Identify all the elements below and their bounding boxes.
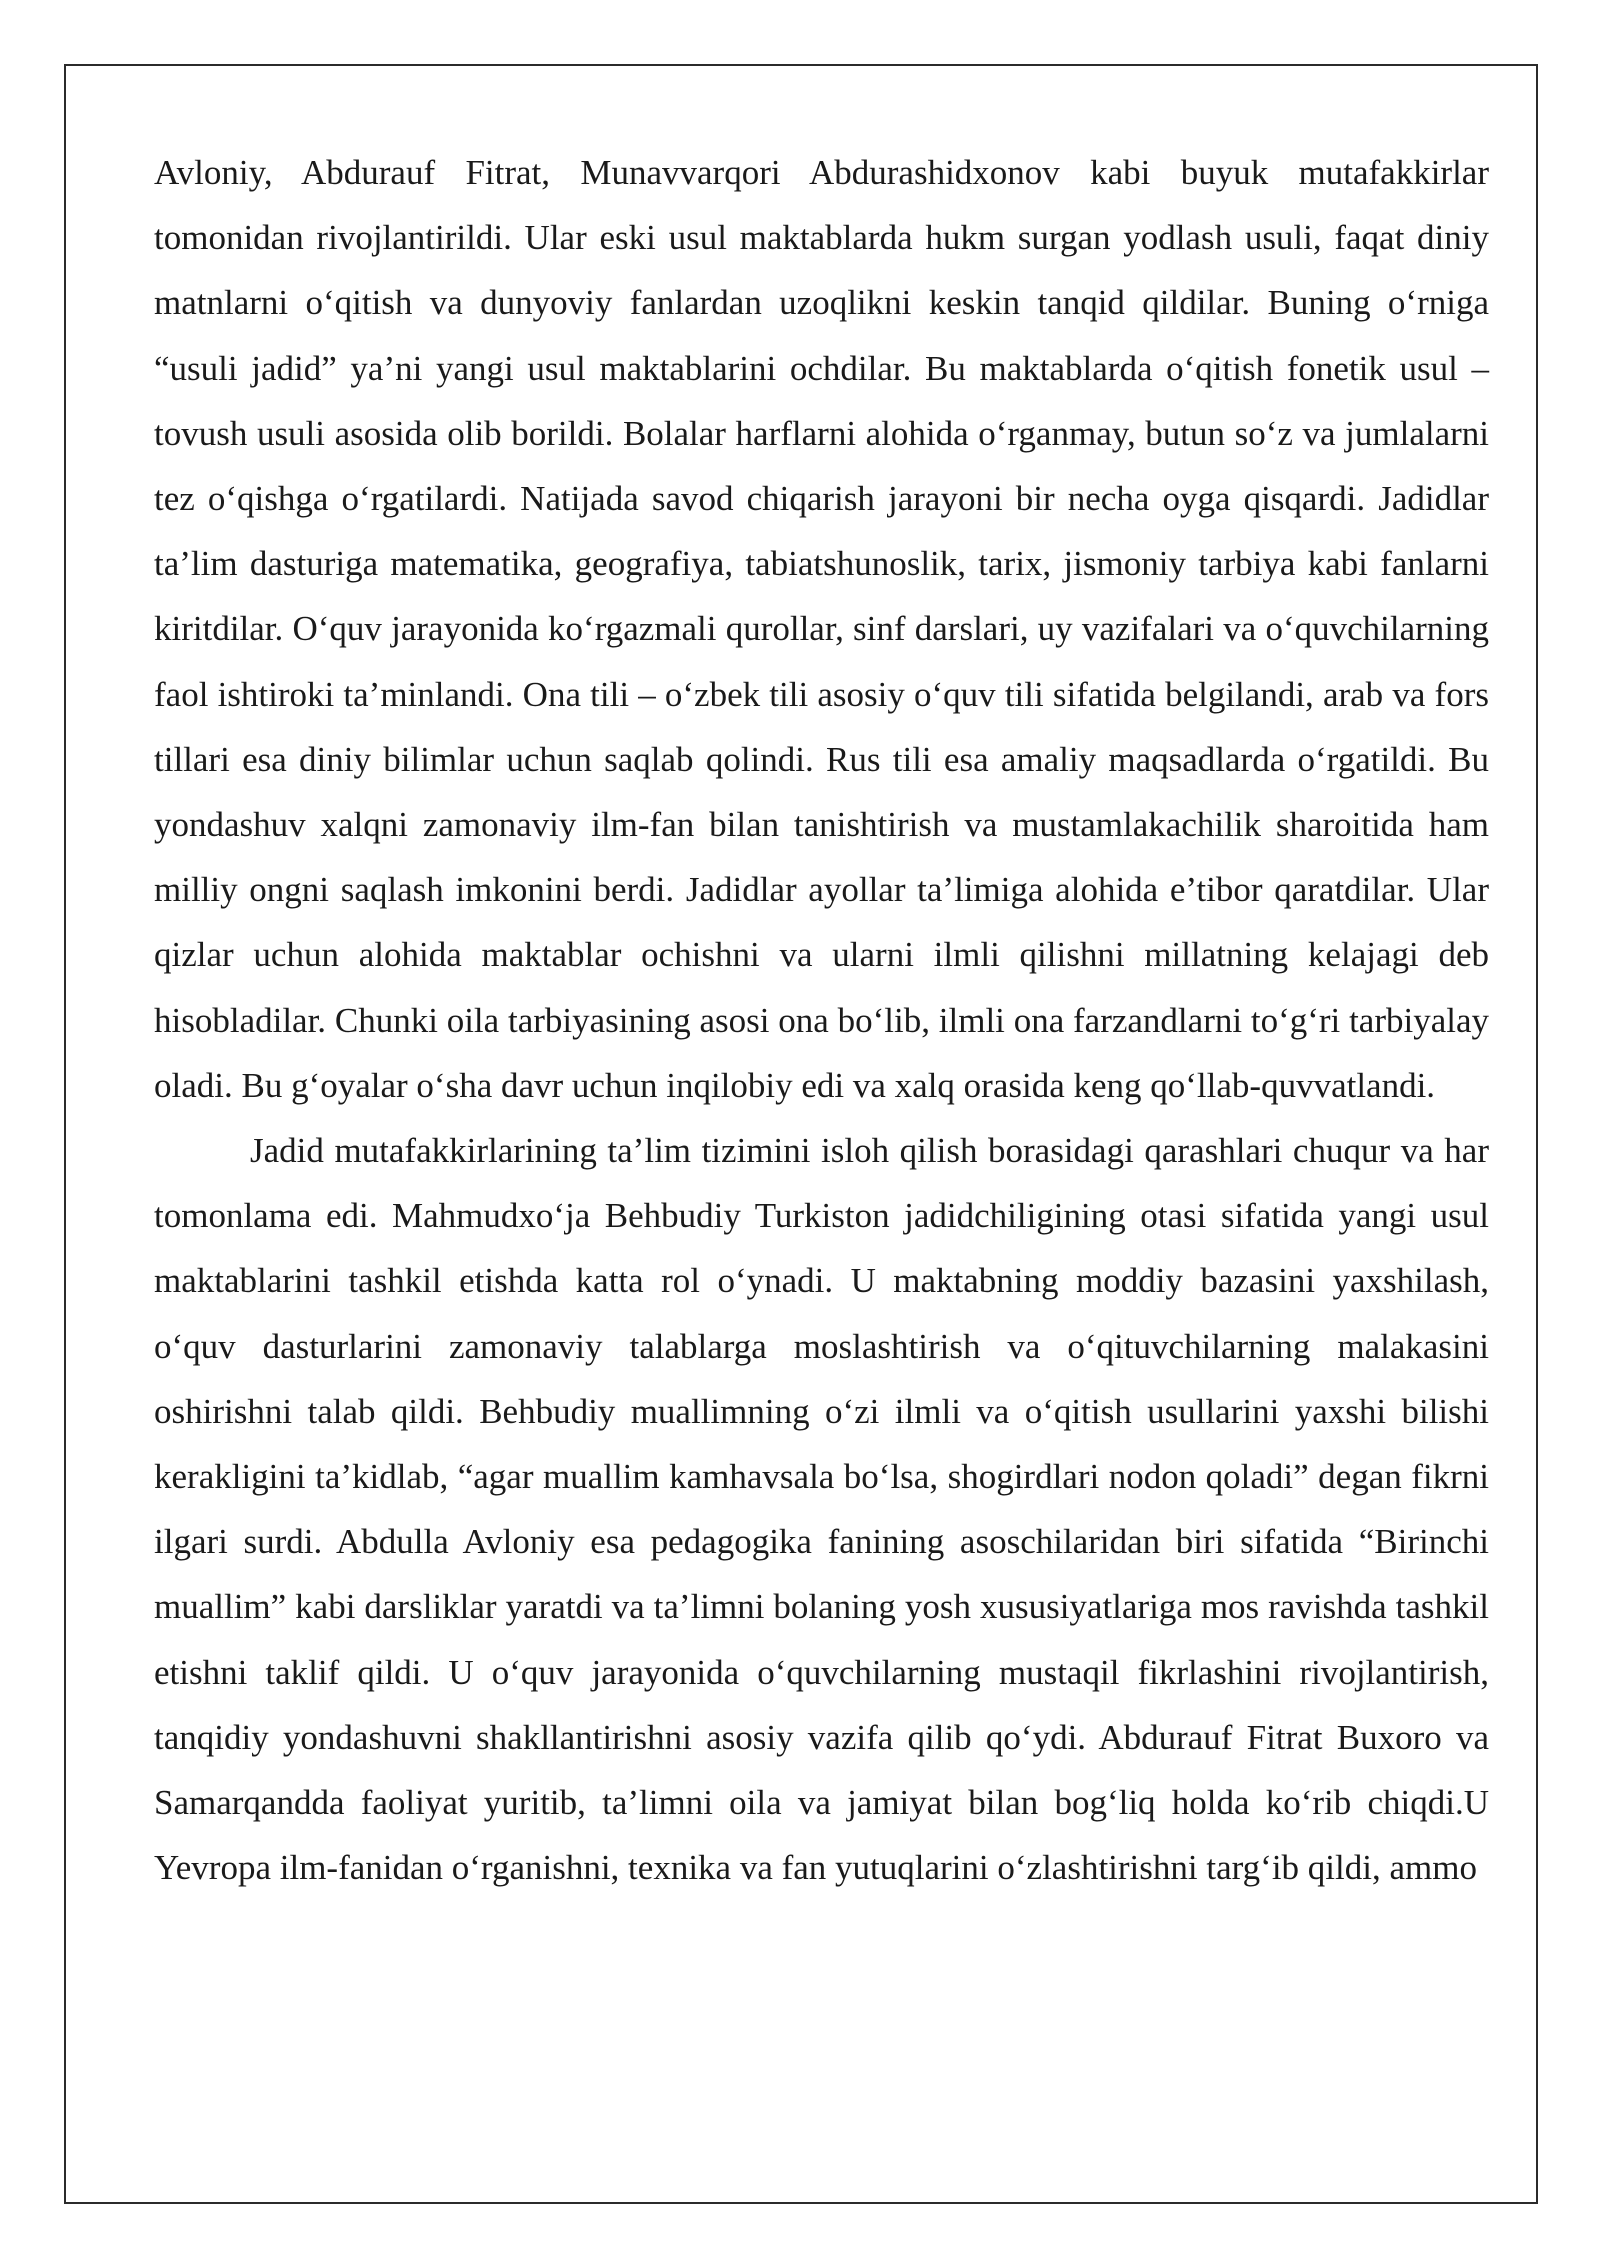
paragraph-1: Avloniy, Abdurauf Fitrat, Munavvarqori Abdurashidxonov kabi buyuk mutafakkirlar tomonidan rivojlantirildi. Ular eski usul maktablarda hukm surgan yodlash usuli, faqat diniy matnlarni o‘qitish va dunyoviy fanlardan uzoqlikni keskin tanqid qildilar. Buning o‘rniga “usuli jadid” ya’ni yangi usul maktablarini ochdilar. Bu maktablarda o‘qitish fonetik usul – tovush usuli asosida olib borildi. Bolalar harflarni alohida o‘rganmay, butun so‘z va jumlalarni tez o‘qishga o‘rgatilardi. Natijada savod chiqarish jarayoni bir necha oyga qisqardi. Jadidlar ta’lim dasturiga matematika, geografiya, tabiatshunoslik, tarix, jismoniy tarbiya kabi fanlarni kiritdilar. O‘quv jarayonida ko‘rgazmali qurollar, sinf darslari, uy vazifalari va o‘quvchilarning faol ishtiroki ta’minlandi. Ona tili – o‘zbek tili asosiy o‘quv tili sifatida belgilandi, arab va fors tillari esa diniy bilimlar uchun saqlab qolindi. Rus tili esa amaliy maqsadlarda o‘rgatildi. Bu yondashuv xalqni zamonaviy ilm-fan bilan tanishtirish va mustamlakachilik sharoitida ham milliy ongni saqlash imkonini berdi. Jadidlar ayollar ta’limiga alohida e’tibor qaratdilar. Ular qizlar uchun alohida maktablar ochishni va ularni ilmli qilishni millatning kelajagi deb hisobladilar. Chunki oila tarbiyasining asosi ona bo‘lib, ilmli ona farzandlarni to‘g‘ri tarbiyalay oladi. Bu g‘oyalar o‘sha davr uchun inqilobiy edi va xalq orasida keng qo‘llab-quvvatlandi. bbox=[154, 153, 1489, 1105]
document-body bbox=[154, 140, 1489, 1900]
paragraph-2: Jadid mutafakkirlarining ta’lim tizimini isloh qilish borasidagi qarashlari chuqur va har tomonlama edi. Mahmudxo‘ja Behbudiy Turkiston jadidchiligining otasi sifatida yangi usul maktablarini tashkil etishda katta rol o‘ynadi. U maktabning moddiy bazasini yaxshilash, o‘quv dasturlarini zamonaviy talablarga moslashtirish va o‘qituvchilarning malakasini oshirishni talab qildi. Behbudiy muallimning o‘zi ilmli va o‘qitish usullarini yaxshi bilishi kerakligini ta’kidlab, “agar muallim kamhavsala bo‘lsa, shogirdlari nodon qoladi” degan fikrni ilgari surdi. Abdulla Avloniy esa pedagogika fanining asoschilaridan biri sifatida “Birinchi muallim” kabi darsliklar yaratdi va ta’limni bolaning yosh xususiyatlariga mos ravishda tashkil etishni taklif qildi. U o‘quv jarayonida o‘quvchilarning mustaqil fikrlashini rivojlantirish, tanqidiy yondashuvni shakllantirishni asosiy vazifa qilib qo‘ydi. Abdurauf Fitrat Buxoro va Samarqandda faoliyat yuritib, ta’limni oila va jamiyat bilan bog‘liq holda ko‘rib chiqdi.U Yevropa ilm-fanidan o‘rganishni, texnika va fan yutuqlarini o‘zlashtirishni targ‘ib qildi, ammo bbox=[154, 1131, 1489, 1888]
